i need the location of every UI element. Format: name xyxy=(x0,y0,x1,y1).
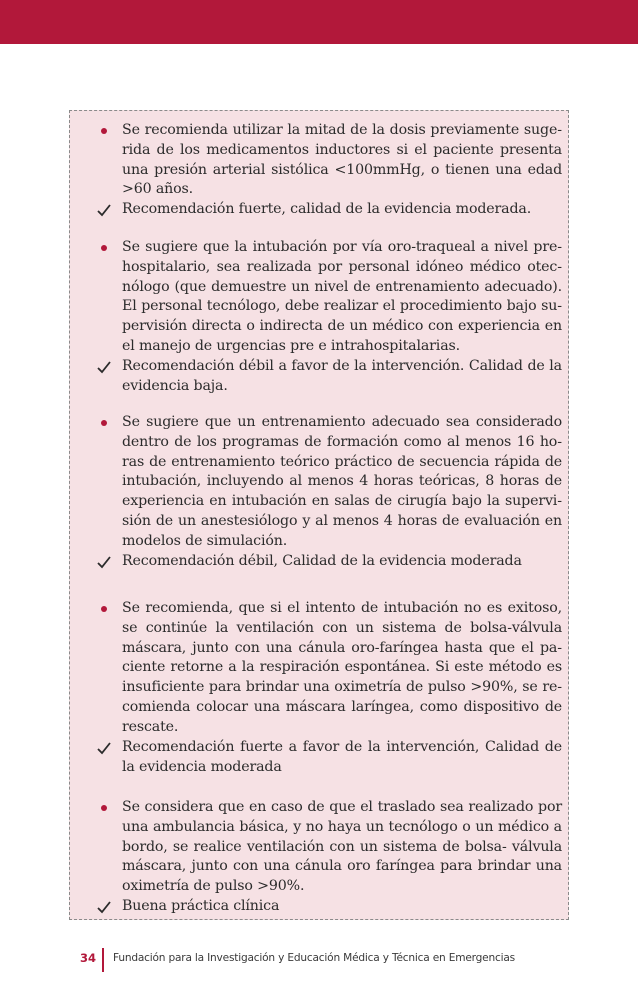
bullet-dot-icon xyxy=(101,420,107,426)
recommendation-statement: Se sugiere que la intubación por vía oro-traqueal a nivel prehospitalario, sea realizada por personal idóneo médico otecnólogo (que demuestre un nivel de entrenamiento adecuado). El personal tecnólogo, debe realizar el procedimiento bajo supervisión directa o indirecta de un médico con experiencia en el manejo de urgencias pre e intrahospitalarias. xyxy=(122,239,562,354)
recommendation-grade: Recomendación débil a favor de la intervención. Calidad de la evidencia baja. xyxy=(122,358,562,394)
footer-organization: Fundación para la Investigación y Educación Médica y Técnica en Emergencias xyxy=(113,952,515,964)
bullet-dot-icon xyxy=(101,805,107,811)
bullet-dot-icon xyxy=(101,128,107,134)
bullet-dot-icon xyxy=(101,245,107,251)
footer-divider xyxy=(102,948,104,972)
bullet-dot-icon xyxy=(101,606,107,612)
recommendation-grade: Buena práctica clínica xyxy=(122,898,280,914)
checkmark-icon xyxy=(97,361,111,374)
recommendations-box xyxy=(69,110,569,920)
checkmark-icon xyxy=(97,901,111,914)
header-band xyxy=(0,0,638,44)
recommendation-statement: Se recomienda, que si el intento de intubación no es exitoso, se continúe la ventilación con un sistema de bolsa-válvula máscara, junto con una cánula oro-faríngea hasta que el paciente retorne a la respiración espontánea. Si este método es insuficiente para brindar una oximetría de pulso >90%, se recomienda colocar una máscara laríngea, como dispositivo de rescate. xyxy=(122,600,562,735)
recommendation-statement: Se considera que en caso de que el traslado sea realizado por una ambulancia básica, y no haya un tecnólogo o un médico a bordo, se realice ventilación con un sistema de bolsa- válvula máscara, junto con una cánula oro faríngea para brindar una oximetría de pulso >90%. xyxy=(122,799,562,895)
recommendation-statement: Se recomienda utilizar la mitad de la dosis previamente sugerida de los medicamentos inductores si el paciente presenta una presión arterial sistólica <100mmHg, o tienen una edad >60 años. xyxy=(122,122,562,198)
page-footer xyxy=(80,948,600,974)
checkmark-icon xyxy=(97,556,111,569)
recommendation-grade: Recomendación débil, Calidad de la evidencia moderada xyxy=(122,553,522,569)
recommendation-grade: Recomendación fuerte, calidad de la evidencia moderada. xyxy=(122,201,532,217)
recommendation-statement: Se sugiere que un entrenamiento adecuado sea considerado dentro de los programas de formación como al menos 16 horas de entrenamiento teórico práctico de secuencia rápida de intubación, incluyendo al menos 4 horas teóricas, 8 horas de experiencia en intubación en salas de cirugía bajo la supervisión de un anestesiólogo y al menos 4 horas de evaluación en modelos de simulación. xyxy=(122,414,562,549)
checkmark-icon xyxy=(97,742,111,755)
checkmark-icon xyxy=(97,204,111,217)
page-number: 34 xyxy=(80,951,97,965)
recommendation-grade: Recomendación fuerte a favor de la intervención, Calidad de la evidencia moderada xyxy=(122,739,562,775)
